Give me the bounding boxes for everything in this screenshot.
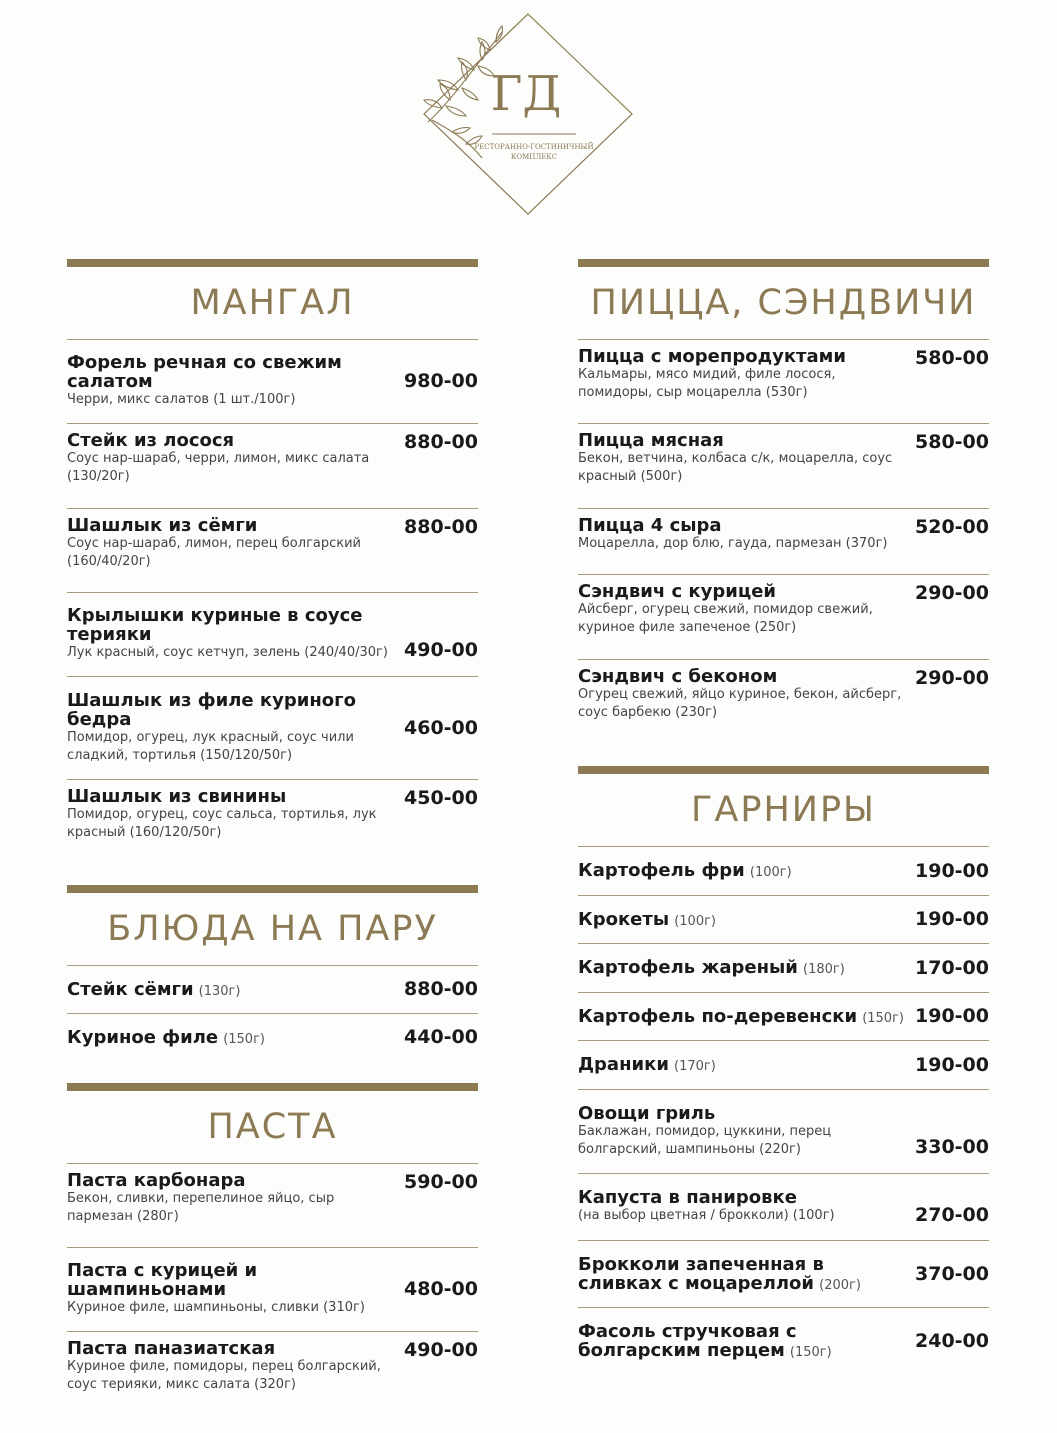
item-name: Драники (578, 1054, 669, 1075)
restaurant-logo (420, 12, 636, 216)
item-name: Крылышки куриные в соусе терияки (67, 605, 363, 645)
menu-item (67, 1013, 478, 1061)
item-price: 440-00 (404, 1026, 478, 1048)
item-desc: Бекон, сливки, перепелиное яйцо, сыр пармезан (280г) (67, 1191, 335, 1224)
item-desc: Соус нар-шараб, черри, лимон, микс салата (130/20г) (67, 451, 370, 484)
item-price: 580-00 (915, 431, 989, 453)
item-price: 240-00 (915, 1329, 989, 1352)
item-price: 460-00 (404, 716, 478, 739)
item-price: 520-00 (915, 516, 989, 538)
menu-item (578, 574, 989, 659)
item-desc: Баклажан, помидор, цуккини, перец болгарский, шампиньоны (220г) (578, 1123, 832, 1157)
item-price: 190-00 (915, 859, 989, 882)
item-desc: Огурец свежий, яйцо куриное, бекон, айсберг, соус барбекю (230г) (578, 687, 902, 720)
item-price: 190-00 (915, 1005, 989, 1027)
item-weight: (150г) (862, 1010, 904, 1026)
menu-item (67, 339, 478, 423)
section-bar (578, 259, 989, 267)
item-name: Пицца мясная (578, 430, 724, 451)
item-name: Форель речная со свежим салатом (67, 352, 342, 392)
menu-item (67, 676, 478, 779)
section-bar (67, 1083, 478, 1091)
menu-item (578, 508, 989, 574)
section-title: ПАСТА (207, 1107, 338, 1147)
item-weight: (150г) (789, 1344, 832, 1360)
item-name: Брокколи запеченная в сливках с моцареллой (578, 1253, 824, 1294)
item-name: Шашлык из филе куриного бедра (67, 689, 356, 730)
menu-item (67, 1247, 478, 1331)
logo-caption-line2: КОМПЛЕКС (510, 153, 558, 161)
section-title: ПИЦЦА, СЭНДВИЧИ (590, 283, 977, 323)
item-weight: (100г) (674, 913, 716, 929)
logo-letters: ГД (490, 66, 562, 122)
item-price: 590-00 (404, 1171, 478, 1193)
menu-item (578, 339, 989, 423)
menu-item (578, 943, 989, 992)
menu-item (578, 1173, 989, 1240)
section-sides (578, 766, 989, 1374)
item-name: Паста с курицей и шампиньонами (67, 1260, 258, 1300)
section-title: БЛЮДА НА ПАРУ (107, 909, 438, 949)
item-desc: Кальмары, мясо мидий, филе лосося, помидоры, сыр моцарелла (530г) (578, 367, 836, 400)
item-weight: (130г) (198, 983, 241, 999)
section-title: ГАРНИРЫ (691, 790, 876, 830)
menu-item (578, 659, 989, 744)
item-price: 170-00 (915, 956, 989, 979)
menu-item (578, 1040, 989, 1089)
item-weight: (200г) (819, 1277, 861, 1293)
item-price: 330-00 (915, 1136, 989, 1158)
item-name: Фасоль стручковая с болгарским перцем (578, 1320, 797, 1361)
item-name: Сэндвич с беконом (578, 666, 778, 687)
item-name: Пицца с морепродуктами (578, 346, 846, 367)
item-name: Капуста в панировке (578, 1187, 797, 1208)
item-price: 190-00 (915, 908, 989, 930)
item-desc: Бекон, ветчина, колбаса с/к, моцарелла, соус красный (500г) (578, 451, 893, 484)
item-name: Шашлык из сёмги (67, 515, 258, 536)
item-price: 980-00 (404, 370, 478, 392)
section-pizza (578, 259, 989, 744)
menu-item (67, 1331, 478, 1407)
item-desc: Моцарелла, дор блю, гауда, пармезан (370г) (578, 536, 888, 551)
item-name: Шашлык из свинины (67, 786, 287, 807)
item-desc: Соус нар-шараб, лимон, перец болгарский (160/40/20г) (67, 536, 362, 569)
section-mangal (67, 259, 478, 863)
item-weight: (170г) (674, 1059, 716, 1074)
item-name: Пицца 4 сыра (578, 515, 722, 536)
item-desc: (на выбор цветная / брокколи) (100г) (578, 1208, 835, 1223)
left-column (67, 259, 478, 1429)
menu-item (67, 508, 478, 592)
menu-item (67, 592, 478, 676)
item-desc: Куриное филе, шампиньоны, сливки (310г) (67, 1300, 365, 1315)
menu-item (578, 1089, 989, 1173)
menu-item (578, 846, 989, 895)
section-title: МАНГАЛ (190, 283, 355, 323)
logo-caption-line1: РЕСТОРАННО-ГОСТИНИЧНЫЙ (474, 143, 594, 151)
item-name: Картофель по-деревенски (578, 1005, 858, 1027)
item-name: Стейк из лосося (67, 430, 235, 451)
menu-item (67, 423, 478, 508)
item-desc: Лук красный, соус кетчуп, зелень (240/40/30г) (67, 645, 388, 660)
item-price: 480-00 (404, 1278, 478, 1300)
item-price: 190-00 (915, 1053, 989, 1076)
section-bar (67, 885, 478, 893)
section-pasta (67, 1083, 478, 1407)
item-price: 880-00 (404, 978, 478, 1000)
item-name: Паста паназиатская (67, 1338, 276, 1359)
menu-item (578, 1240, 989, 1307)
item-price: 270-00 (915, 1203, 989, 1226)
menu-item (67, 779, 478, 863)
item-price: 450-00 (404, 787, 478, 809)
item-name: Овощи гриль (578, 1102, 716, 1124)
menu-item (578, 992, 989, 1040)
menu-item (578, 423, 989, 508)
item-desc: Помидор, огурец, соус сальса, тортилья, лук красный (160/120/50г) (67, 807, 377, 840)
item-price: 490-00 (404, 639, 478, 661)
section-bar (67, 259, 478, 267)
item-desc: Помидор, огурец, лук красный, соус чили сладкий, тортилья (150/120/50г) (67, 729, 354, 763)
item-name: Сэндвич с курицей (578, 581, 777, 602)
menu-item (67, 965, 478, 1013)
logo-emblem (420, 12, 636, 216)
item-desc: Айсберг, огурец свежий, помидор свежий, куриное филе запеченое (250г) (578, 602, 873, 635)
item-name: Куриное филе (67, 1026, 219, 1048)
item-weight: (150г) (223, 1031, 265, 1047)
item-name: Картофель фри (578, 860, 745, 881)
item-weight: (100г) (749, 865, 792, 880)
item-price: 880-00 (404, 431, 478, 453)
item-price: 880-00 (404, 516, 478, 538)
menu-item (67, 1163, 478, 1247)
item-weight: (180г) (803, 962, 845, 977)
item-name: Картофель жареный (578, 957, 798, 978)
menu-item (578, 1307, 989, 1374)
item-price: 290-00 (915, 667, 989, 689)
item-name: Паста карбонара (67, 1170, 246, 1191)
right-column (578, 259, 989, 1396)
section-bar (578, 766, 989, 774)
section-steam (67, 885, 478, 1061)
item-price: 490-00 (404, 1339, 478, 1361)
menu-item (578, 895, 989, 943)
item-price: 290-00 (915, 582, 989, 604)
item-desc: Черри, микс салатов (1 шт./100г) (67, 392, 296, 407)
item-name: Стейк сёмги (67, 978, 194, 1000)
item-price: 370-00 (915, 1262, 989, 1285)
item-price: 580-00 (915, 347, 989, 369)
item-desc: Куриное филе, помидоры, перец болгарский, соус терияки, микс салата (320г) (67, 1359, 381, 1392)
item-name: Крокеты (578, 908, 670, 930)
